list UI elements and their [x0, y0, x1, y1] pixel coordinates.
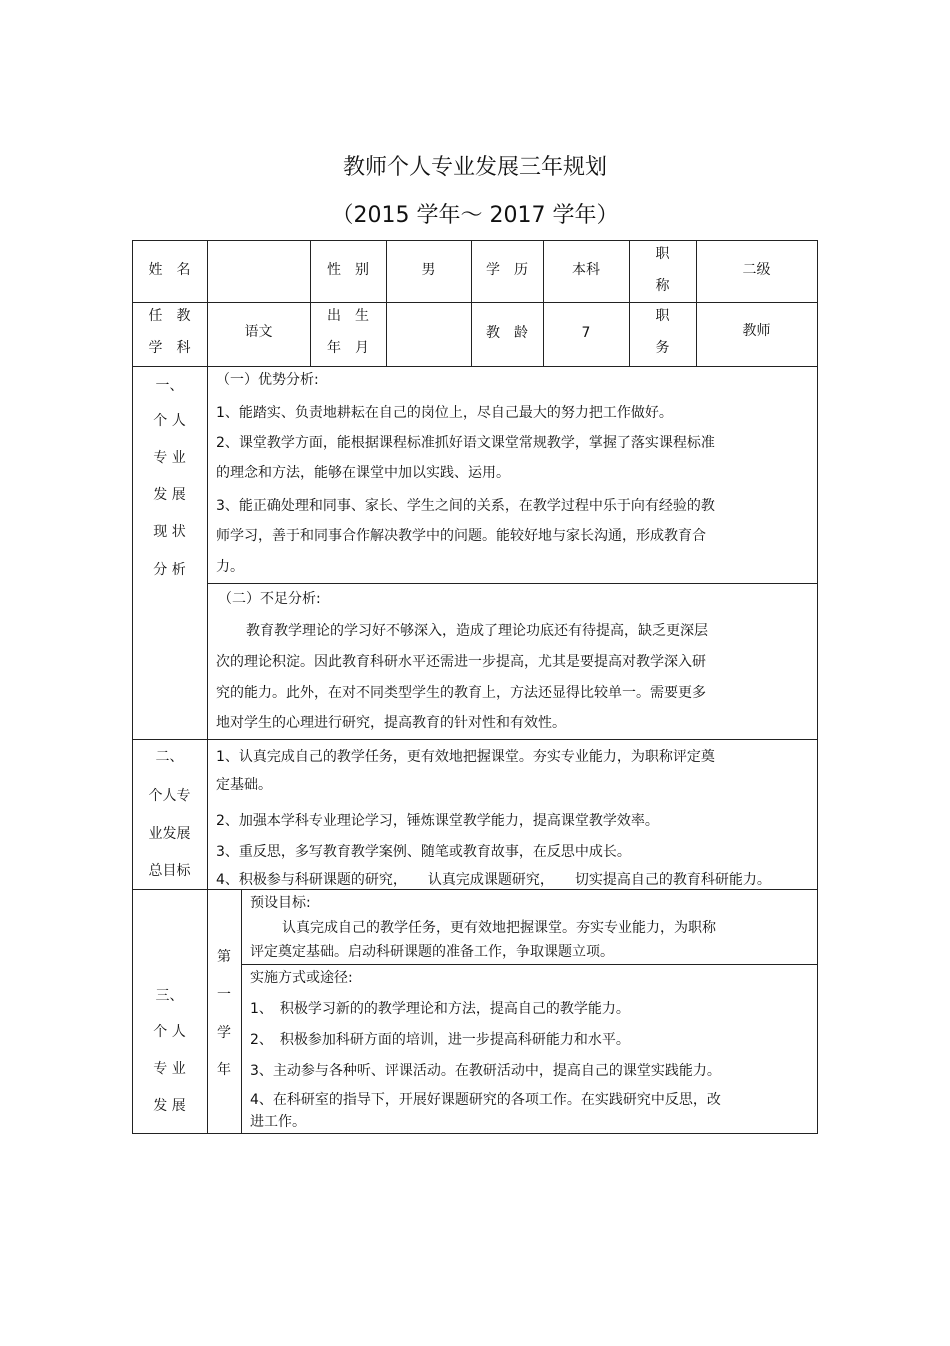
birth-label-1: 出 生: [327, 308, 369, 324]
weakness-line: 究的能力。此外，在对不同类型学生的教育上，方法还显得比较单一。需要更多: [216, 685, 706, 701]
preset-goal-title: 预设目标:: [250, 895, 311, 911]
preset-goal-line: 评定奠定基础。启动科研课题的准备工作，争取课题立项。: [250, 944, 614, 960]
name-label: 姓 名: [148, 262, 191, 278]
post-label-1: 职: [655, 308, 670, 324]
strength-line: 3、能正确处理和同事、家长、学生之间的关系，在教学过程中乐于向有经验的教: [216, 498, 715, 514]
section3-label-line: 发 展: [153, 1098, 186, 1114]
section2-label-line: 业发展: [148, 826, 191, 842]
method-line: 进工作。: [250, 1114, 306, 1130]
goal-line: 4、积极参与科研课题的研究， 认真完成课题研究， 切实提高自己的教育科研能力。: [216, 872, 771, 888]
section2-label-line: 总目标: [148, 863, 191, 879]
section2-label-line: 二、: [155, 749, 184, 765]
strength-line: 2、课堂教学方面，能根据课程标准抓好语文课堂常规教学，掌握了落实课程标准: [216, 435, 715, 451]
preset-goal-line: 认真完成自己的教学任务，更有效地把握课堂。夯实专业能力，为职称: [282, 920, 716, 936]
job-title-value: 二级: [742, 262, 771, 278]
gender-label: 性 别: [327, 262, 369, 278]
section2-label-line: 个人专: [148, 788, 191, 804]
year-label-char: 学: [217, 1025, 231, 1041]
weakness-line: 教育教学理论的学习好不够深入，造成了理论功底还有待提高，缺乏更深层: [246, 623, 708, 639]
teaching-years-label: 教 龄: [486, 325, 528, 341]
weakness-line: 地对学生的心理进行研究，提高教育的针对性和有效性。: [216, 715, 566, 731]
method-line: 4、在科研室的指导下，开展好课题研究的各项工作。在实践研究中反思，改: [250, 1092, 721, 1108]
education-value: 本科: [572, 262, 600, 278]
section1-label-line: 专 业: [153, 450, 186, 466]
section1-label-line: 分 析: [153, 562, 186, 578]
subject-label-2: 学 科: [148, 340, 191, 356]
section1-label-line: 个 人: [153, 413, 186, 429]
goal-line: 定基础。: [216, 777, 272, 793]
method-title: 实施方式或途径:: [250, 970, 353, 986]
section3-label-line: 个 人: [153, 1024, 186, 1040]
strength-line: 师学习，善于和同事合作解决教学中的问题。能较好地与家长沟通，形成教育合: [216, 528, 706, 544]
strength-line: 的理念和方法，能够在课堂中加以实践、运用。: [216, 465, 510, 481]
year-label-char: 年: [217, 1062, 231, 1078]
method-line: 2、 积极参加科研方面的培训，进一步提高科研能力和水平。: [250, 1032, 630, 1048]
strength-line: 力。: [216, 559, 244, 575]
job-title-label-1: 职: [655, 246, 670, 262]
year-label-char: 第: [217, 949, 231, 965]
goal-line: 3、重反思，多写教育教学案例、随笔或教育故事，在反思中成长。: [216, 844, 631, 860]
teaching-years-value: 7: [581, 325, 591, 341]
subject-value: 语文: [244, 324, 273, 340]
strengths-title: （一）优势分析:: [216, 372, 319, 388]
section3-label-line: 三、: [155, 988, 184, 1004]
page-subtitle: （2015 学年～ 2017 学年）: [331, 203, 619, 228]
method-line: 3、主动参与各种听、评课活动。在教研活动中，提高自己的课堂实践能力。: [250, 1063, 721, 1079]
birth-label-2: 年 月: [327, 340, 369, 356]
section1-label-line: 现 状: [153, 524, 186, 540]
page-title: 教师个人专业发展三年规划: [342, 155, 607, 180]
strength-line: 1、能踏实、负责地耕耘在自己的岗位上，尽自己最大的努力把工作做好。: [216, 405, 673, 421]
gender-value: 男: [421, 262, 436, 278]
method-line: 1、 积极学习新的的教学理论和方法，提高自己的教学能力。: [250, 1001, 630, 1017]
goal-line: 2、加强本学科专业理论学习，锤炼课堂教学能力，提高课堂教学效率。: [216, 813, 659, 829]
section1-label-line: 一、: [155, 378, 184, 394]
education-label: 学 历: [486, 262, 528, 278]
weakness-line: 次的理论积淀。因此教育科研水平还需进一步提高，尤其是要提高对教学深入研: [216, 654, 706, 670]
weakness-title: （二）不足分析:: [218, 591, 321, 607]
goal-line: 1、认真完成自己的教学任务，更有效地把握课堂。夯实专业能力，为职称评定奠: [216, 749, 715, 765]
post-value: 教师: [742, 323, 771, 339]
section1-label-line: 发 展: [153, 487, 186, 503]
section3-label-line: 专 业: [153, 1061, 186, 1077]
job-title-label-2: 称: [655, 278, 670, 294]
year-label-char: 一: [217, 987, 231, 1003]
subject-label-1: 任 教: [148, 308, 191, 324]
post-label-2: 务: [655, 340, 670, 356]
